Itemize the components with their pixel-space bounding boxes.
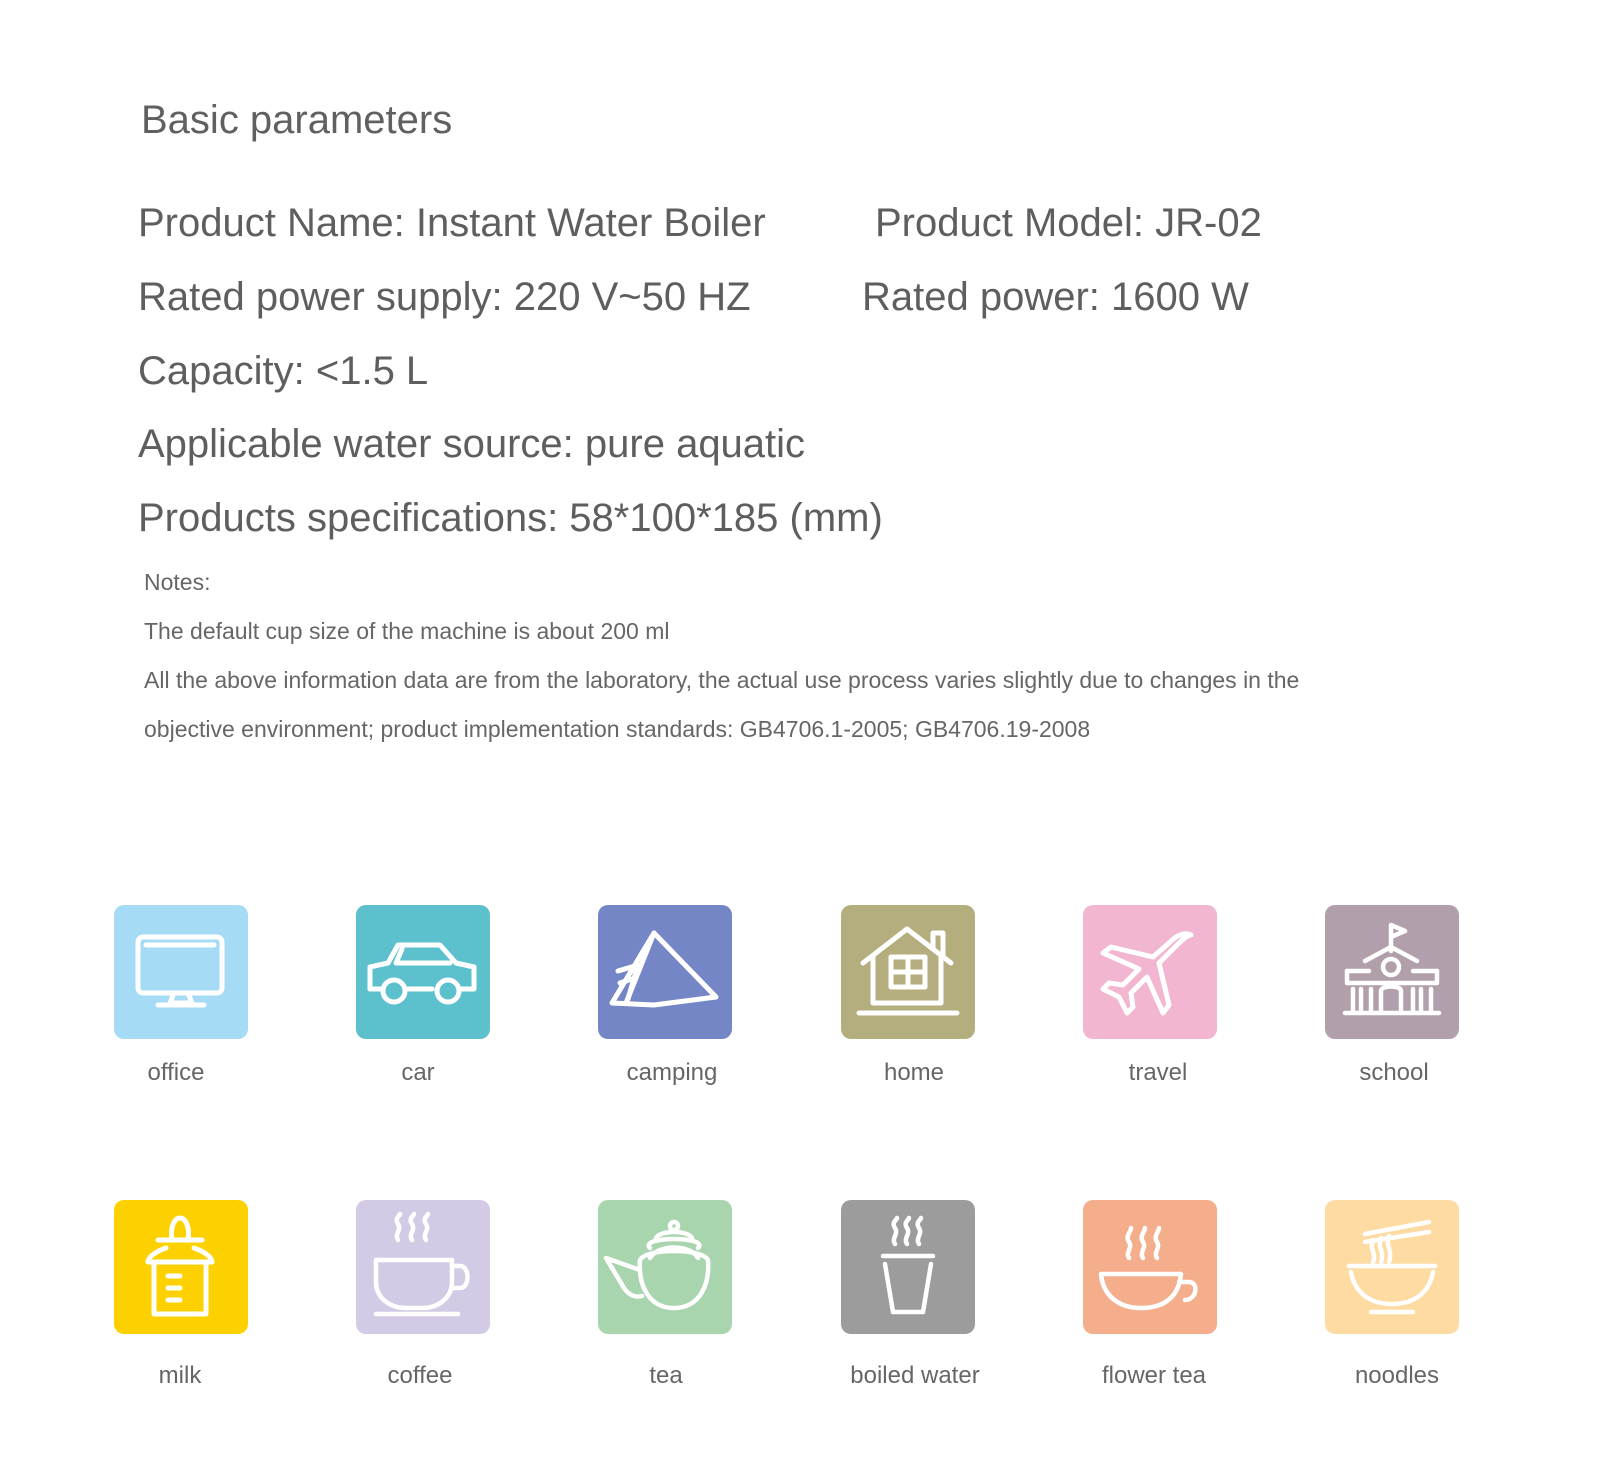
tent-icon: [598, 905, 732, 1039]
param-rated-supply: Rated power supply: 220 V~50 HZ: [138, 275, 751, 319]
drink-tile-coffee: [356, 1200, 490, 1334]
car-icon: [356, 905, 490, 1039]
drink-label: milk: [158, 1362, 202, 1389]
scene-label: school: [1359, 1059, 1429, 1086]
drink-label: flower tea: [1101, 1362, 1207, 1389]
param-specifications: Products specifications: 58*100*185 (mm): [138, 496, 883, 540]
note-line: The default cup size of the machine is about 200 ml: [144, 618, 670, 644]
param-product-model: Product Model: JR-02: [875, 201, 1262, 245]
drink-tile-boiled-water: [841, 1200, 975, 1334]
scene-label: car: [401, 1059, 435, 1086]
param-product-name: Product Name: Instant Water Boiler: [138, 201, 766, 245]
drink-label: boiled water: [850, 1362, 980, 1389]
param-water-source: Applicable water source: pure aquatic: [138, 422, 806, 466]
scene-label: office: [147, 1059, 205, 1086]
drink-label: tea: [649, 1362, 683, 1389]
scene-label: camping: [626, 1059, 718, 1086]
note-line: objective environment; product implementation standards: GB4706.1-2005; GB4706.19-2008: [144, 716, 1091, 742]
scene-tile-car: [356, 905, 490, 1039]
drink-tile-noodles: [1325, 1200, 1459, 1334]
house-icon: [841, 905, 975, 1039]
teapot-icon: [598, 1200, 732, 1334]
scene-tile-travel: [1083, 905, 1217, 1039]
scene-label: travel: [1128, 1059, 1188, 1086]
param-rated-power: Rated power: 1600 W: [862, 275, 1249, 319]
noodle-bowl-icon: [1325, 1200, 1459, 1334]
scene-tile-camping: [598, 905, 732, 1039]
drink-tile-tea: [598, 1200, 732, 1334]
monitor-icon: [114, 905, 248, 1039]
airplane-icon: [1083, 905, 1217, 1039]
scene-tile-home: [841, 905, 975, 1039]
drink-label: coffee: [387, 1362, 453, 1389]
scene-tile-school: [1325, 905, 1459, 1039]
notes-heading: Notes:: [144, 569, 211, 595]
scene-tile-office: [114, 905, 248, 1039]
baby-bottle-icon: [114, 1200, 248, 1334]
param-capacity: Capacity: <1.5 L: [138, 349, 429, 393]
drink-tile-milk: [114, 1200, 248, 1334]
school-icon: [1325, 905, 1459, 1039]
scene-label: home: [883, 1059, 945, 1086]
note-line: All the above information data are from the laboratory, the actual use process varies slightly due to changes in the: [144, 667, 1300, 693]
section-title: Basic parameters: [141, 98, 453, 142]
drink-label: noodles: [1354, 1362, 1440, 1389]
hot-water-cup-icon: [841, 1200, 975, 1334]
steaming-bowl-icon: [1083, 1200, 1217, 1334]
coffee-cup-icon: [356, 1200, 490, 1334]
drink-tile-flower-tea: [1083, 1200, 1217, 1334]
